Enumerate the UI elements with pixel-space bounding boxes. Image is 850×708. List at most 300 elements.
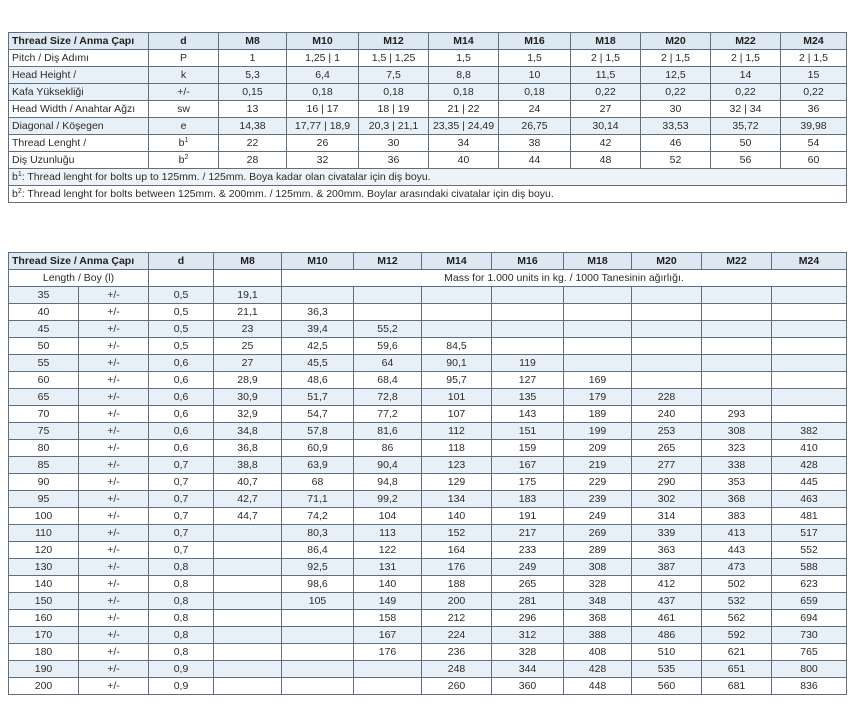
length-cell: 130 (9, 559, 79, 576)
mass-cell: 269 (564, 525, 632, 542)
mass-cell: 36,3 (282, 304, 354, 321)
length-cell: 55 (9, 355, 79, 372)
mass-cell: 694 (772, 610, 847, 627)
table-cell: 20,3 | 21,1 (359, 118, 429, 135)
mass-cell: 353 (702, 474, 772, 491)
d-cell: 0,7 (149, 457, 214, 474)
table-cell: 36 (359, 152, 429, 169)
table-cell: 30 (641, 101, 711, 118)
mass-cell: 80,3 (282, 525, 354, 542)
mass-cell (354, 287, 422, 304)
mass-cell: 368 (564, 610, 632, 627)
mass-body (9, 287, 847, 695)
mass-cell: 158 (354, 610, 422, 627)
mass-cell (702, 355, 772, 372)
mass-cell: 167 (492, 457, 564, 474)
mass-cell: 63,9 (282, 457, 354, 474)
table-cell: 27 (571, 101, 641, 118)
header-m16: M16 (499, 33, 571, 50)
header-m24: M24 (781, 33, 847, 50)
mass-cell: 159 (492, 440, 564, 457)
length-cell: 140 (9, 576, 79, 593)
mass-cell (564, 321, 632, 338)
mass-cell: 360 (492, 678, 564, 695)
table-cell: 46 (641, 135, 711, 152)
table-cell: 32 (287, 152, 359, 169)
mass-cell: 113 (354, 525, 422, 542)
mass-cell: 463 (772, 491, 847, 508)
table-row (9, 321, 847, 338)
table-row (9, 593, 847, 610)
tolerance-cell: +/- (79, 576, 149, 593)
table-row (9, 525, 847, 542)
header-thread-size: Thread Size / Anma Çapı (9, 253, 149, 270)
mass-cell (702, 287, 772, 304)
table-cell: 13 (219, 101, 287, 118)
mass-cell: 51,7 (282, 389, 354, 406)
mass-cell: 95,7 (422, 372, 492, 389)
d-cell: 0,6 (149, 372, 214, 389)
mass-cell: 200 (422, 593, 492, 610)
mass-cell: 39,4 (282, 321, 354, 338)
mass-label: Mass for 1.000 units in kg. / 1000 Tanesinin ağırlığı. (282, 270, 847, 287)
table-cell: 17,77 | 18,9 (287, 118, 359, 135)
table-cell: 14,38 (219, 118, 287, 135)
mass-cell: 240 (632, 406, 702, 423)
mass-cell: 461 (632, 610, 702, 627)
mass-cell: 54,7 (282, 406, 354, 423)
table-cell: 0,18 (359, 84, 429, 101)
mass-cell: 152 (422, 525, 492, 542)
d-cell: 0,7 (149, 474, 214, 491)
mass-cell: 277 (632, 457, 702, 474)
mass-cell: 236 (422, 644, 492, 661)
mass-cell: 212 (422, 610, 492, 627)
table-row (9, 406, 847, 423)
mass-cell: 517 (772, 525, 847, 542)
mass-cell: 27 (214, 355, 282, 372)
row-symbol: e (149, 118, 219, 135)
table-cell: 30,14 (571, 118, 641, 135)
table-row (9, 440, 847, 457)
mass-cell (282, 610, 354, 627)
mass-cell: 86 (354, 440, 422, 457)
table-row (9, 508, 847, 525)
mass-cell: 164 (422, 542, 492, 559)
header-m8: M8 (214, 253, 282, 270)
table-cell: 14 (711, 67, 781, 84)
mass-cell: 45,5 (282, 355, 354, 372)
table-row (9, 304, 847, 321)
table-cell: 60 (781, 152, 847, 169)
symbol-text: b (178, 136, 185, 149)
table-row (9, 457, 847, 474)
tolerance-cell: +/- (79, 525, 149, 542)
mass-cell: 112 (422, 423, 492, 440)
mass-cell: 265 (492, 576, 564, 593)
table-cell: 5,3 (219, 67, 287, 84)
mass-cell: 131 (354, 559, 422, 576)
mass-cell: 532 (702, 593, 772, 610)
thread-length-b2-row (9, 152, 847, 169)
d-cell: 0,7 (149, 491, 214, 508)
mass-cell: 249 (564, 508, 632, 525)
mass-cell (772, 338, 847, 355)
header-m16: M16 (492, 253, 564, 270)
mass-cell: 408 (564, 644, 632, 661)
mass-cell: 64 (354, 355, 422, 372)
mass-cell: 94,8 (354, 474, 422, 491)
table-cell: 32 | 34 (711, 101, 781, 118)
footnote-b2 (9, 186, 847, 203)
tolerance-cell: +/- (79, 423, 149, 440)
mass-cell: 119 (492, 355, 564, 372)
mass-table (8, 252, 847, 695)
mass-cell: 388 (564, 627, 632, 644)
table-cell: 18 | 19 (359, 101, 429, 118)
footnote-sup: 2 (17, 187, 22, 195)
mass-cell: 118 (422, 440, 492, 457)
d-cell: 0,8 (149, 559, 214, 576)
header-m18: M18 (571, 33, 641, 50)
mass-cell (632, 338, 702, 355)
row-symbol: k (149, 67, 219, 84)
table-row (9, 423, 847, 440)
table-cell: 34 (429, 135, 499, 152)
mass-cell: 104 (354, 508, 422, 525)
table-cell: 1,5 (429, 50, 499, 67)
d-cell: 0,7 (149, 508, 214, 525)
table-cell: 0,22 (571, 84, 641, 101)
table-cell: 2 | 1,5 (571, 50, 641, 67)
table-cell: 0,22 (711, 84, 781, 101)
mass-cell: 175 (492, 474, 564, 491)
d-cell: 0,6 (149, 423, 214, 440)
table-cell: 26,75 (499, 118, 571, 135)
mass-cell: 623 (772, 576, 847, 593)
tolerance-cell: +/- (79, 610, 149, 627)
length-cell: 120 (9, 542, 79, 559)
mass-cell (422, 287, 492, 304)
length-cell: 85 (9, 457, 79, 474)
mass-cell: 308 (702, 423, 772, 440)
table-cell: 22 (219, 135, 287, 152)
d-cell: 0,5 (149, 321, 214, 338)
mass-cell (632, 372, 702, 389)
mass-cell: 149 (354, 593, 422, 610)
mass-cell: 217 (492, 525, 564, 542)
tolerance-cell: +/- (79, 627, 149, 644)
mass-cell (214, 627, 282, 644)
mass-cell: 502 (702, 576, 772, 593)
table-cell: 1,5 | 1,25 (359, 50, 429, 67)
d-cell: 0,9 (149, 661, 214, 678)
mass-cell: 552 (772, 542, 847, 559)
length-cell: 100 (9, 508, 79, 525)
table-row (9, 389, 847, 406)
mass-cell: 84,5 (422, 338, 492, 355)
table-cell: 10 (499, 67, 571, 84)
mass-cell: 730 (772, 627, 847, 644)
mass-cell: 302 (632, 491, 702, 508)
mass-cell (282, 627, 354, 644)
mass-cell: 81,6 (354, 423, 422, 440)
mass-cell: 30,9 (214, 389, 282, 406)
mass-cell: 281 (492, 593, 564, 610)
mass-cell (772, 321, 847, 338)
mass-cell: 765 (772, 644, 847, 661)
table-cell: 8,8 (429, 67, 499, 84)
table-cell: 40 (429, 152, 499, 169)
mass-cell: 314 (632, 508, 702, 525)
table-cell: 50 (711, 135, 781, 152)
length-label-row (9, 270, 847, 287)
mass-cell: 412 (632, 576, 702, 593)
mass-cell: 233 (492, 542, 564, 559)
mass-cell (422, 321, 492, 338)
table-cell: 12,5 (641, 67, 711, 84)
tolerance-cell: +/- (79, 508, 149, 525)
symbol-sup: 2 (184, 153, 189, 161)
table-cell: 35,72 (711, 118, 781, 135)
footnote-text: : Thread lenght for bolts between 125mm. & 200mm. / 125mm. & 200mm. Boylar arasındaki civatalar için diş boyu. (21, 187, 554, 200)
mass-cell: 167 (354, 627, 422, 644)
table-row (9, 372, 847, 389)
mass-cell: 348 (564, 593, 632, 610)
mass-cell: 72,8 (354, 389, 422, 406)
mass-cell (492, 304, 564, 321)
mass-cell: 129 (422, 474, 492, 491)
mass-cell (282, 287, 354, 304)
table-cell: 15 (781, 67, 847, 84)
symbol-text: b (178, 153, 185, 166)
mass-cell: 57,8 (282, 423, 354, 440)
dimensions-table (8, 32, 847, 203)
header-m10: M10 (282, 253, 354, 270)
mass-cell (564, 304, 632, 321)
d-cell: 0,7 (149, 542, 214, 559)
mass-cell: 229 (564, 474, 632, 491)
mass-cell: 296 (492, 610, 564, 627)
mass-cell: 55,2 (354, 321, 422, 338)
d-cell: 0,8 (149, 644, 214, 661)
mass-cell: 562 (702, 610, 772, 627)
tolerance-cell: +/- (79, 457, 149, 474)
tolerance-cell: +/- (79, 304, 149, 321)
mass-cell (282, 644, 354, 661)
length-cell: 180 (9, 644, 79, 661)
row-label: Thread Lenght / (9, 135, 149, 152)
mass-cell: 560 (632, 678, 702, 695)
mass-cell: 368 (702, 491, 772, 508)
mass-cell: 140 (354, 576, 422, 593)
tolerance-cell: +/- (79, 372, 149, 389)
table-cell: 30 (359, 135, 429, 152)
mass-cell (772, 389, 847, 406)
table-row (9, 338, 847, 355)
mass-cell: 253 (632, 423, 702, 440)
header-m10: M10 (287, 33, 359, 50)
row-symbol: P (149, 50, 219, 67)
mass-cell: 486 (632, 627, 702, 644)
mass-cell: 42,5 (282, 338, 354, 355)
mass-cell: 260 (422, 678, 492, 695)
length-cell: 80 (9, 440, 79, 457)
header-d: d (149, 253, 214, 270)
row-symbol: sw (149, 101, 219, 118)
mass-cell (282, 678, 354, 695)
table-cell: 0,15 (219, 84, 287, 101)
tolerance-cell: +/- (79, 474, 149, 491)
table-cell: 2 | 1,5 (781, 50, 847, 67)
mass-cell: 308 (564, 559, 632, 576)
table-cell: 21 | 22 (429, 101, 499, 118)
mass-cell: 176 (422, 559, 492, 576)
mass-cell: 428 (772, 457, 847, 474)
symbol-sup: 1 (184, 136, 189, 144)
length-cell: 40 (9, 304, 79, 321)
length-cell: 90 (9, 474, 79, 491)
table-row (9, 559, 847, 576)
mass-cell: 312 (492, 627, 564, 644)
table-row (9, 576, 847, 593)
mass-cell: 224 (422, 627, 492, 644)
d-cell: 0,6 (149, 440, 214, 457)
d-cell: 0,5 (149, 338, 214, 355)
mass-cell (772, 355, 847, 372)
table-cell (214, 270, 282, 287)
mass-cell (702, 338, 772, 355)
mass-cell: 38,8 (214, 457, 282, 474)
table-cell: 36 (781, 101, 847, 118)
mass-cell: 143 (492, 406, 564, 423)
mass-cell: 338 (702, 457, 772, 474)
mass-cell: 140 (422, 508, 492, 525)
mass-cell (702, 389, 772, 406)
mass-cell: 339 (632, 525, 702, 542)
mass-cell: 209 (564, 440, 632, 457)
tolerance-cell: +/- (79, 661, 149, 678)
mass-cell (354, 678, 422, 695)
d-cell: 0,6 (149, 389, 214, 406)
mass-cell: 443 (702, 542, 772, 559)
d-cell: 0,8 (149, 593, 214, 610)
table-cell: 0,18 (429, 84, 499, 101)
mass-cell: 86,4 (282, 542, 354, 559)
mass-cell: 249 (492, 559, 564, 576)
table-row (9, 627, 847, 644)
mass-cell: 387 (632, 559, 702, 576)
mass-cell: 199 (564, 423, 632, 440)
mass-cell: 122 (354, 542, 422, 559)
mass-cell: 239 (564, 491, 632, 508)
mass-cell (772, 372, 847, 389)
table-cell: 42 (571, 135, 641, 152)
table-cell: 24 (499, 101, 571, 118)
mass-cell: 323 (702, 440, 772, 457)
mass-cell (772, 406, 847, 423)
tolerance-cell: +/- (79, 491, 149, 508)
tolerance-cell: +/- (79, 389, 149, 406)
d-cell: 0,5 (149, 287, 214, 304)
mass-cell: 473 (702, 559, 772, 576)
footnote-symbol: b (12, 187, 18, 200)
head-height-row (9, 67, 847, 84)
mass-header-row (9, 253, 847, 270)
header-m24: M24 (772, 253, 847, 270)
table-row (9, 474, 847, 491)
mass-cell (492, 287, 564, 304)
header-m12: M12 (354, 253, 422, 270)
mass-cell (214, 610, 282, 627)
table-row (9, 661, 847, 678)
row-label: Pitch / Diş Adımı (9, 50, 149, 67)
mass-cell (282, 661, 354, 678)
mass-cell: 176 (354, 644, 422, 661)
mass-cell: 169 (564, 372, 632, 389)
length-cell: 35 (9, 287, 79, 304)
mass-cell: 68 (282, 474, 354, 491)
d-cell: 0,8 (149, 627, 214, 644)
d-cell: 0,6 (149, 406, 214, 423)
mass-cell: 621 (702, 644, 772, 661)
mass-cell: 481 (772, 508, 847, 525)
header-d: d (149, 33, 219, 50)
tolerance-cell: +/- (79, 644, 149, 661)
table-cell: 23,35 | 24,49 (429, 118, 499, 135)
table-cell: 44 (499, 152, 571, 169)
mass-cell: 183 (492, 491, 564, 508)
footnote-b1 (9, 169, 847, 186)
mass-cell: 289 (564, 542, 632, 559)
header-m20: M20 (632, 253, 702, 270)
mass-cell: 105 (282, 593, 354, 610)
length-cell: 160 (9, 610, 79, 627)
mass-cell: 36,8 (214, 440, 282, 457)
length-cell: 60 (9, 372, 79, 389)
mass-cell: 98,6 (282, 576, 354, 593)
length-cell: 65 (9, 389, 79, 406)
mass-cell: 40,7 (214, 474, 282, 491)
mass-cell: 219 (564, 457, 632, 474)
mass-cell: 363 (632, 542, 702, 559)
mass-cell: 248 (422, 661, 492, 678)
length-cell: 70 (9, 406, 79, 423)
row-symbol: +/- (149, 84, 219, 101)
mass-cell (702, 321, 772, 338)
mass-cell: 592 (702, 627, 772, 644)
mass-cell: 44,7 (214, 508, 282, 525)
table-cell: 26 (287, 135, 359, 152)
tolerance-cell: +/- (79, 355, 149, 372)
tolerance-cell: +/- (79, 559, 149, 576)
mass-cell: 437 (632, 593, 702, 610)
mass-cell: 135 (492, 389, 564, 406)
mass-cell (632, 304, 702, 321)
table-cell: 2 | 1,5 (711, 50, 781, 67)
header-m14: M14 (429, 33, 499, 50)
mass-cell: 189 (564, 406, 632, 423)
mass-cell: 101 (422, 389, 492, 406)
head-width-row (9, 101, 847, 118)
mass-cell (492, 321, 564, 338)
table-cell: 28 (219, 152, 287, 169)
mass-cell (632, 287, 702, 304)
footnote-b1-row (9, 169, 847, 186)
table-cell: 38 (499, 135, 571, 152)
table-cell: 7,5 (359, 67, 429, 84)
mass-cell: 413 (702, 525, 772, 542)
